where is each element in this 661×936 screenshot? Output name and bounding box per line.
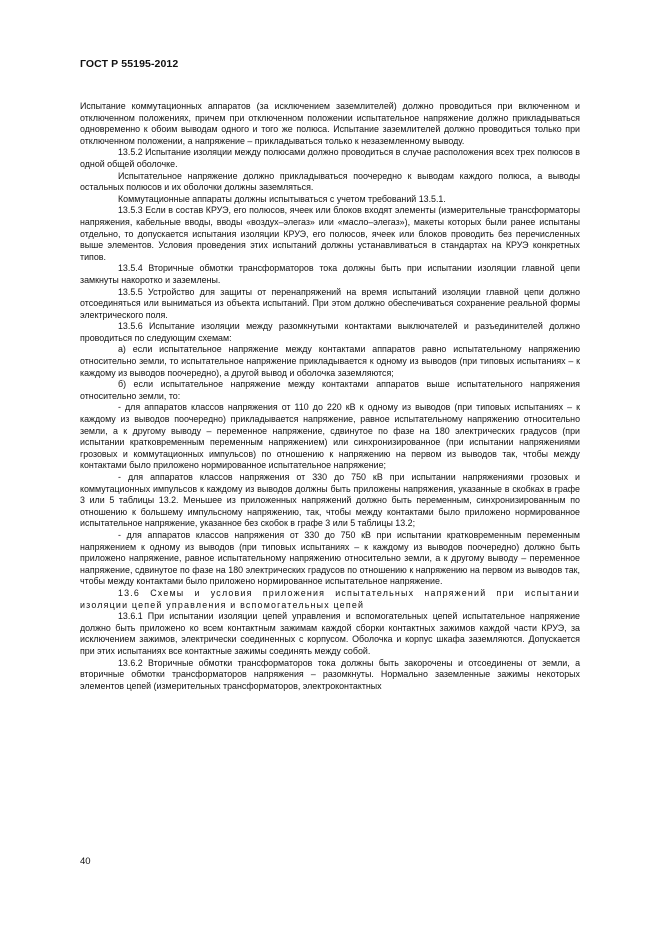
paragraph-13-5-5: 13.5.5 Устройство для защиты от перенапряжений на время испытаний изоляции главной цепи должно отсоединяться или выниматься из объекта испытаний. При этом должно обеспечиваться сохранение реальной формы электрического поля. xyxy=(80,286,580,320)
paragraph-13-5-4: 13.5.4 Вторичные обмотки трансформаторов тока должны быть при испытании изоляции главной цепи замкнуты накоротко и заземлены. xyxy=(80,263,580,285)
paragraph-dash-330-750-impulse: - для аппаратов классов напряжения от 330 до 750 кВ при испытании напряжениями грозовых и коммутационных импульсов к каждому из выводов должны быть приложены напряжения, указанные в скобках в графе 3 или 5 таблицы 13.2. Меньшее из приложенных напряжений должно быть переменным, синхронизированным по отношению к большему импульсному напряжению, так, чтобы между контактами было приложено нормированное испытательное напряжение, указанное без скобок в графе 3 или 5 таблицы 13.2; xyxy=(80,472,580,529)
paragraph-dash-110-220: - для аппаратов классов напряжения от 110 до 220 кВ к одному из выводов (при типовых испытаниях – к каждому из выводов поочередно) прикладывается напряжение, равное испытательному напряжению относительно земли, а к другому выводу – переменное напряжение, сдвинутое по фазе на 180 электрических градусов (при испытании кратковременным переменным напряжением) или синхронизированное (при испытании напряжениями грозовых и коммутационных импульсов) по отношению к напряжению на первом из выводов так, чтобы между контактами было приложено нормированное испытательное напряжение; xyxy=(80,402,580,471)
paragraph-item-b: б) если испытательное напряжение между контактами аппаратов выше испытательного напряжения относительно земли, то: xyxy=(80,379,580,401)
section-heading-13-6: 13.6 Схемы и условия приложения испытательных напряжений при испытании изоляции цепей управления и вспомогательных цепей xyxy=(80,587,580,610)
paragraph-13-5-3: 13.5.3 Если в состав КРУЭ, его полюсов, ячеек или блоков входят элементы (измерительные трансформаторы напряжения, кабельные вводы, вводы «воздух–элегаз» или «масло–элегаз»), макеты которых были ранее испытаны отдельно, то допускается испытания изоляции КРУЭ, его полюсов, ячеек или блоков проводить без перечисленных выше элементов. Условия проведения этих испытаний должны устанавливаться в стандартах на КРУЭ конкретных типов. xyxy=(80,205,580,262)
paragraph-item-a: а) если испытательное напряжение между контактами аппаратов равно испытательному напряжению относительно земли, то испытательное напряжение прикладывается к одному из выводов (при типовых испытаниях – к каждому из выводов поочередно), а другой вывод и оболочка заземляются; xyxy=(80,344,580,378)
page-number: 40 xyxy=(80,856,91,867)
paragraph-13-5-2: 13.5.2 Испытание изоляции между полюсами должно проводиться в случае расположения всех трех полюсов в одной общей оболочке. xyxy=(80,147,580,169)
paragraph-test-voltage-poles: Испытательное напряжение должно прикладываться поочередно к выводам каждого полюса, а выводы остальных полюсов и их оболочки должны заземляться. xyxy=(80,170,580,193)
paragraph-13-5-6: 13.5.6 Испытание изоляции между разомкнутыми контактами выключателей и разъединителей должно проводиться по следующим схемам: xyxy=(80,321,580,343)
document-body xyxy=(80,101,580,692)
document-id-header: ГОСТ Р 55195-2012 xyxy=(80,58,179,70)
paragraph-13-6-2: 13.6.2 Вторичные обмотки трансформаторов тока должны быть закорочены и отсоединены от земли, а вторичные обмотки трансформаторов напряжения – разомкнуты. Нормально заземленные зажимы некоторых элементов цепей (измерительных трансформаторов, электроконтактных xyxy=(80,657,580,691)
paragraph-switching-requirements: Коммутационные аппараты должны испытываться с учетом требований 13.5.1. xyxy=(118,193,446,204)
paragraph-dash-330-750-ac: - для аппаратов классов напряжения от 330 до 750 кВ при испытании кратковременным переменным напряжением к одному из выводов (при типовых испытаниях – к каждому из выводов поочередно) должно быть приложено напряжение, равное испытательному напряжению относительно земли, а к другому выводу – переменное напряжение, сдвинутое по фазе на 180 электрических градусов по отношению к напряжению на первом из выводов так, чтобы между контактами было приложено нормированное испытательное напряжение. xyxy=(80,529,580,587)
paragraph-13-6-1: 13.6.1 При испытании изоляции цепей управления и вспомогательных цепей испытательное напряжение должно быть приложено ко всем контактным зажимам каждой сборки контактных зажимов каждой части КРУЭ, за исключением зажимов, электрически соединенных с корпусом. Оболочка и корпус шкафа заземляются. Допускается при этих испытаниях все контактные зажимы соединять между собой. xyxy=(80,611,580,656)
paragraph-switching-test: Испытание коммутационных аппаратов (за исключением заземлителей) должно проводиться при включенном и отключенном положениях, причем при отключенном положении испытательное напряжение должно прикладываться одновременно к обоим выводам одного и того же полюса. Испытание заземлителей должно проводиться только при отключенном положении, а напряжение – прикладываться только к незаземленному выводу. xyxy=(80,101,580,146)
